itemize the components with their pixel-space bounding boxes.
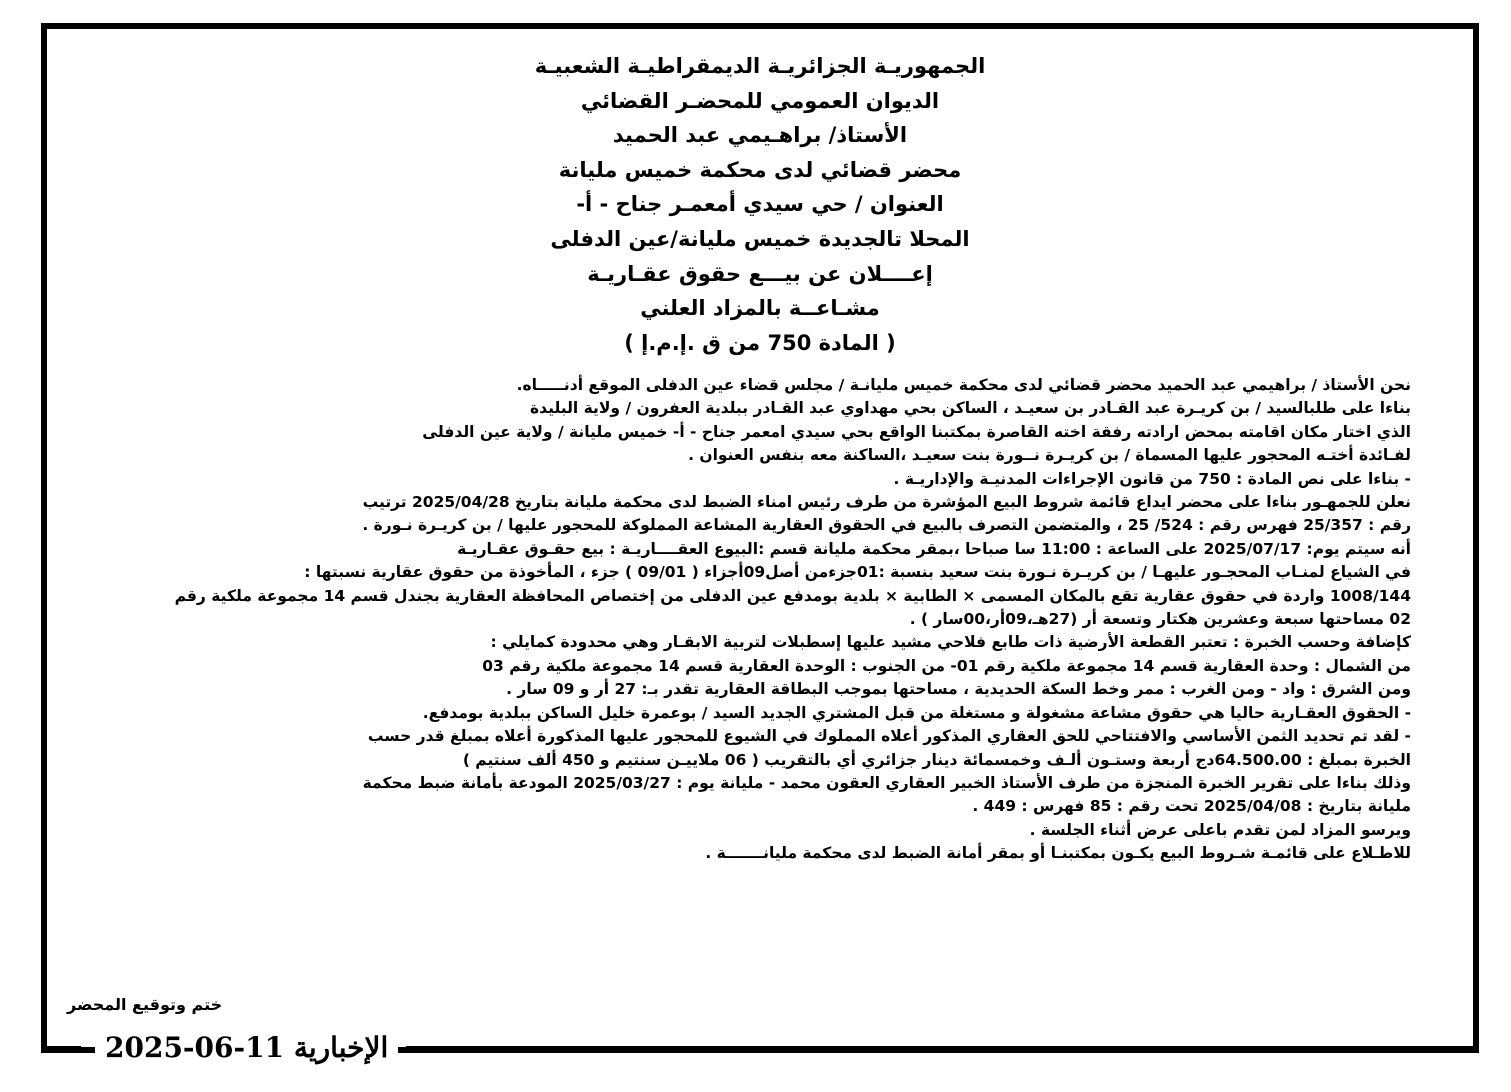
announcement-body (109, 374, 1411, 866)
body-line: نحن الأستاذ / براهيمي عبد الحميد محضر قضائي لدى محكمة خميس مليانـة / مجلس قضاء عين الدفلى الموقع أدنـــــاه. (516, 376, 1411, 394)
body-line: في الشياع لمنـاب المحجـور عليهـا / بن كريـرة نـورة بنت سعيد بنسبة :01جزءمن أصل09أجزاء ( 09/01 ) جزء ، المأخوذة من حقوق عقارية نسبتها : (304, 563, 1411, 582)
body-line: رقم : 25/357 فهرس رقم : 524/ 25 ، والمتضمن التصرف بالبيع في الحقوق العقارية المشاعة المملوكة للمحجور عليها / بن كريـرة نـورة . (362, 516, 1411, 535)
body-line: نعلن للجمهـور بناءا على محضر ايداع قائمة شروط البيع المؤشرة من طرف رئيس امناء الضبط لدى محكمة مليانة بتاريخ 2025/04/28 ترتيب (362, 493, 1411, 512)
body-line: ومن الشرق : واد - ومن الغرب : ممر وخط السكة الحديدية ، مساحتها بموجب البطاقة العقارية تقدر بـ: 27 أر و 09 سار . (506, 680, 1411, 699)
header-line-bailiff-name: الأستاذ/ براهـيمي عبد الحميد (612, 123, 908, 148)
footer-rule-right (406, 1046, 1479, 1052)
publication-date: 2025-06-11 (105, 1031, 285, 1064)
body-line: الخبرة بمبلغ : 64.500.00دج أربعة وستـون ألـف وخمسمائة دينار جزائري أي بالتقريب ( 06 ملاييـن سنتيم و 450 ألف سنتيم ) (462, 750, 1411, 769)
header-line-premises: المحلا تالجديدة خميس مليانة/عين الدفلى (550, 226, 970, 251)
header-line-announcement-title: إعــــلان عن بيـــع حقوق عقـاريـة (587, 261, 933, 286)
footer-rule-left (41, 1046, 81, 1052)
body-line: للاطـلاع على قائمـة شـروط البيع يكـون بمكتبنـا أو بمقر أمانة الضبط لدى محكمة مليانـــــــة . (705, 844, 1411, 863)
document-header (47, 49, 1473, 360)
body-line: بناءا على طلبالسيد / بن كريـرة عبد القـادر بن سعيـد ، الساكن بحي مهداوي عبد القـادر ببلدية العفرون / ولاية البليدة (530, 399, 1411, 418)
body-line: من الشمال : وحدة العقارية قسم 14 مجموعة ملكية رقم 01- من الجنوب : الوحدة العقارية قسم 14 مجموعة ملكية رقم 03 (482, 656, 1411, 675)
body-line: الذي اختار مكان اقامته بمحض ارادته رفقة اخته القاصرة بمكتبنا الواقع بحي سيدي امعمر جناح - أ- خميس مليانة / ولاية عين الدفلى (422, 422, 1411, 441)
body-line: ويرسو المزاد لمن تقدم باعلى عرض أثناء الجلسة . (1029, 820, 1411, 839)
body-line: وذلك بناءا على تقرير الخبرة المنجزة من طرف الأستاذ الخبير العقاري العقون محمد - مليانة يوم : 2025/03/27 المودعة بأمانة ضبط محكمة (362, 773, 1411, 792)
body-line: لفـائدة أختـه المحجور عليها المسماة / بن كريـرة نــورة بنت سعيـد ،الساكنة معه بنفس العنوان . (688, 446, 1411, 465)
body-line: 02 مساحتها سبعة وعشرين هكتار وتسعة أر (27هـ،09أر،00سار ) . (909, 610, 1411, 629)
publication-stamp (95, 1030, 398, 1066)
header-line-court: محضر قضائي لدى محكمة خميس مليانة (558, 157, 962, 182)
body-line: - بناءا على نص المادة : 750 من قانون الإجراءات المدنيـة والإداريـة . (893, 469, 1411, 488)
publication-name: الإخبارية (293, 1031, 389, 1064)
header-line-auction: مشـاعــة بالمزاد العلني (640, 296, 880, 321)
header-line-republic: الجمهوريـة الجزائريـة الديمقراطيـة الشعبيـة (534, 54, 986, 78)
body-line: مليانة بتاريخ : 2025/04/08 تحت رقم : 85 فهرس : 449 . (972, 797, 1411, 816)
publication-footer (41, 1030, 1479, 1070)
body-line: - لقد تم تحديد الثمن الأساسي والافتتاحي للحق العقاري المذكور أعلاه المملوك في الشيوع للمحجور عليها المذكورة أعلاه بمبلغ قدر حسب (367, 727, 1411, 746)
signature-label: ختم وتوقيع المحضر (67, 995, 223, 1014)
body-line: 1008/144 واردة في حقوق عقارية تقع بالمكان المسمى × الطابية × بلدية بومدفع عين الدفلى من إختصاص المحافظة العقارية بجندل قسم 14 مجموعة ملكية رقم (174, 586, 1411, 605)
header-line-office: الديوان العمومي للمحضـر القضائي (580, 88, 940, 113)
header-line-address: العنوان / حي سيدي أمعمـر جناح - أ- (576, 192, 944, 217)
body-line: أنه سيتم يوم: 2025/07/17 على الساعة : 11:00 سا صباحا ،بمقر محكمة مليانة قسم :البيوع العقــــاريـة : بيع حقـوق عقـاريـة (457, 539, 1411, 558)
body-line: - الحقوق العقـارية حاليا هي حقوق مشاعة مشغولة و مستغلة من قبل المشتري الجديد السيد / بوعمرة خليل الساكن ببلدية بومدفع. (422, 703, 1411, 722)
document-frame (41, 23, 1479, 1053)
body-line: كإضافة وحسب الخبرة : تعتبر القطعة الأرضية ذات طابع فلاحي مشيد عليها إسطبلات لتربية الابقـار وهي محدودة كمايلي : (490, 633, 1411, 652)
header-line-article: ( المادة 750 من ق .إ.م.إ ) (624, 330, 896, 355)
